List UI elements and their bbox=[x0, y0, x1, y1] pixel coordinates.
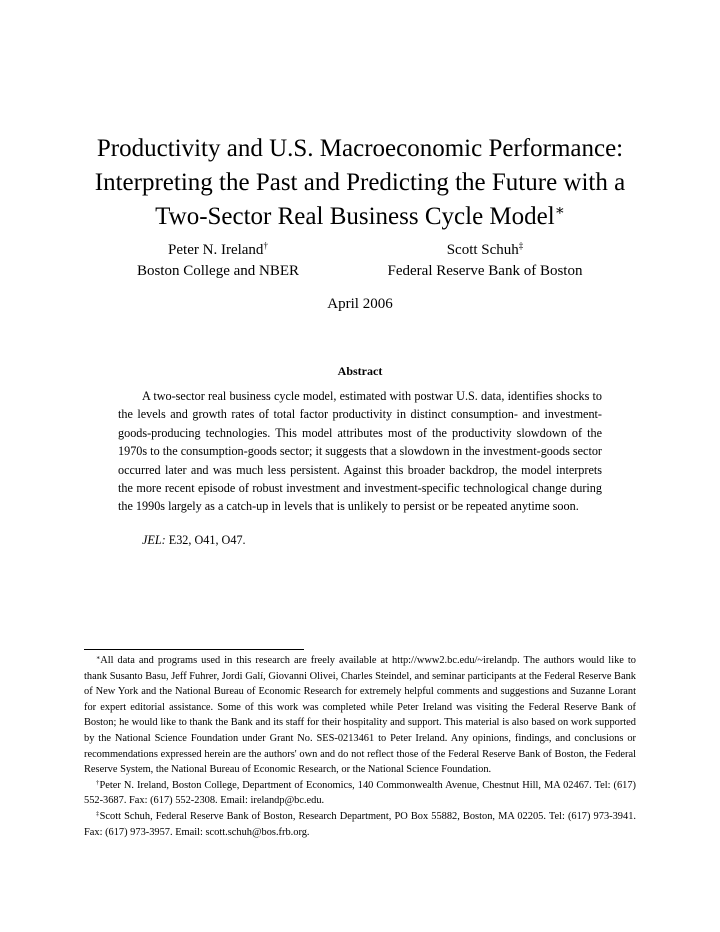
title-line-3 bbox=[60, 200, 660, 234]
abstract-text: A two-sector real business cycle model, estimated with postwar U.S. data, identifies shocks to the levels and growth rates of total factor productivity in distinct consumption- and investment-goods-producing technologies. This model attributes most of the productivity slowdown of the 1970s to the consumption-goods sector; it suggests that a slowdown in the investment-goods sector occurred later and was much less persistent. Against this broader backdrop, the model interprets the more recent episode of robust investment and investment-specific technological change during the 1990s largely as a catch-up in levels that is unlikely to persist or be repeated anytime soon. bbox=[118, 389, 602, 514]
abstract-heading: Abstract bbox=[337, 364, 383, 378]
title-footnote-mark: ∗ bbox=[554, 203, 565, 219]
jel-codes-line bbox=[142, 533, 246, 548]
title-line-1: Productivity and U.S. Macroeconomic Performance: bbox=[96, 135, 624, 162]
publication-date: April 2006 bbox=[327, 296, 393, 312]
footnote-3 bbox=[84, 809, 636, 840]
author-2-footnote-mark: ‡ bbox=[518, 240, 524, 251]
footnote-1 bbox=[84, 653, 636, 778]
footnote-2 bbox=[84, 778, 636, 809]
author-2-name-line bbox=[350, 240, 620, 261]
title-line-2: Interpreting the Past and Predicting the Future with a bbox=[94, 169, 626, 196]
footnote-rule bbox=[84, 649, 304, 650]
author-1-name-line bbox=[118, 240, 318, 261]
paper-title bbox=[60, 132, 660, 234]
footnote-2-mark: † bbox=[96, 779, 100, 787]
author-1-name: Peter N. Ireland bbox=[168, 242, 264, 258]
author-2-affiliation: Federal Reserve Bank of Boston bbox=[387, 263, 583, 279]
footnote-2-text: Peter N. Ireland, Boston College, Department of Economics, 140 Commonwealth Avenue, Chestnut Hill, MA 02467. Tel: (617) 552-3687. Fax: (617) 552-2308. Email: irelandp@bc.edu. bbox=[84, 779, 636, 807]
footnote-1-mark: ∗ bbox=[96, 654, 101, 662]
jel-label: JEL: bbox=[142, 533, 166, 547]
footnotes bbox=[84, 653, 636, 840]
footnote-1-text: All data and programs used in this research are freely available at http://www2.bc.edu/~irelandp. The authors would like to thank Susanto Basu, Jeff Fuhrer, Jordi Galí, Giovanni Olivei, Charles Steindel, and seminar participants at the Federal Reserve Bank of New York and the National Bureau of Economic Research for extremely helpful comments and suggestions and Suzanne Lorant for expert editorial assistance. Some of this work was completed while Peter Ireland was visiting the Federal Reserve Bank of Boston; he would like to thank the Bank and its staff for their hospitality and support. This material is also based on work supported by the National Science Foundation under Grant No. SES-0213461 to Peter Ireland. Any opinions, findings, and conclusions or recommendations expressed herein are the authors' own and do not reflect those of the Federal Reserve Bank of Boston, the Federal Reserve System, the National Bureau of Economic Research, or the National Science Foundation. bbox=[84, 655, 636, 776]
footnote-3-mark: ‡ bbox=[96, 810, 100, 818]
author-2 bbox=[350, 240, 620, 282]
author-1-affiliation: Boston College and NBER bbox=[136, 263, 300, 279]
author-2-name: Scott Schuh bbox=[446, 242, 519, 258]
title-line-3-text: Two-Sector Real Business Cycle Model bbox=[155, 203, 555, 230]
jel-codes: E32, O41, O47. bbox=[168, 533, 246, 547]
footnote-3-text: Scott Schuh, Federal Reserve Bank of Boston, Research Department, PO Box 55882, Boston, MA 02205. Tel: (617) 973-3941. Fax: (617) 973-3957. Email: scott.schuh@bos.frb.org. bbox=[84, 810, 636, 838]
author-1 bbox=[118, 240, 318, 282]
author-1-footnote-mark: † bbox=[263, 240, 268, 251]
